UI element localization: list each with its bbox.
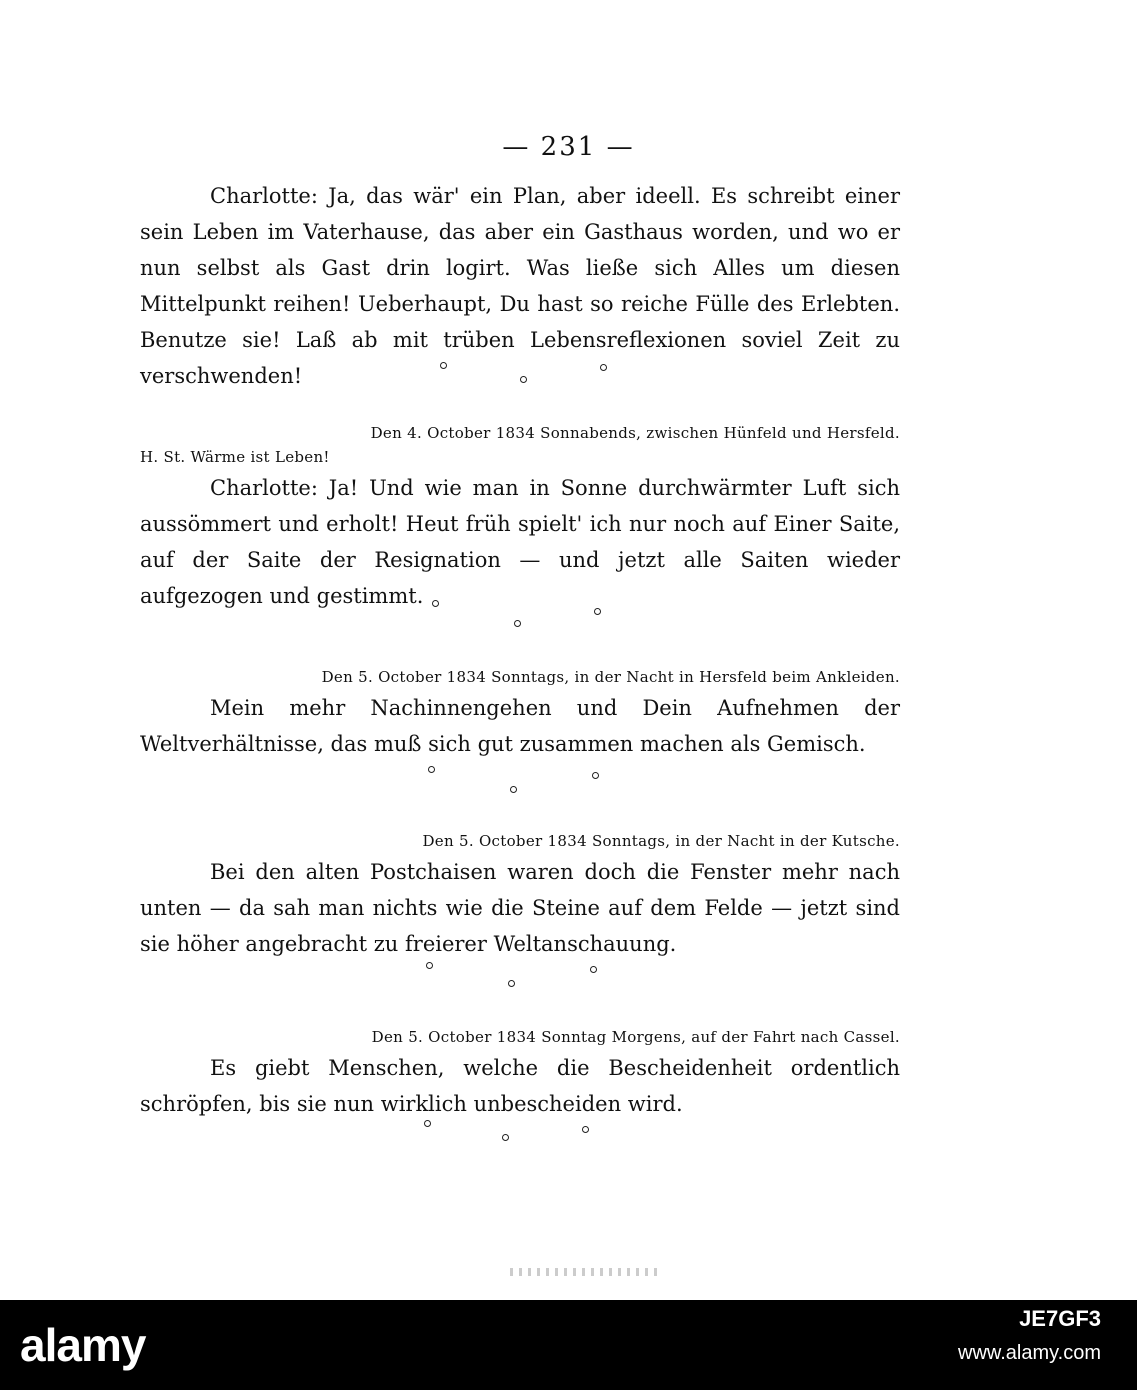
- entry-dateline: Den 5. October 1834 Sonntags, in der Nacht in Hersfeld beim Ankleiden.: [321, 668, 900, 686]
- separator-dots: [424, 1120, 594, 1160]
- separator-dot: [508, 980, 515, 987]
- image-id: JE7GF3: [1019, 1306, 1101, 1331]
- separator-dots: [428, 766, 598, 806]
- separator-dot: [520, 376, 527, 383]
- separator-dot: [594, 608, 601, 615]
- entry-paragraph: Charlotte: Ja! Und wie man in Sonne durchwärmter Luft sich aussömmert und erholt! Heut früh spielt' ich nur noch auf Einer Saite, auf der Saite der Resignation — und jetzt alle Saiten wieder aufgezogen und gestimmt.: [140, 476, 900, 608]
- separator-dots: [440, 362, 610, 402]
- separator-dot: [590, 966, 597, 973]
- separator-dots: [432, 600, 602, 640]
- alamy-logo: alamy: [20, 1319, 146, 1371]
- separator-dot: [582, 1126, 589, 1133]
- entry-dateline: Den 5. October 1834 Sonntags, in der Nacht in der Kutsche.: [422, 832, 900, 850]
- separator-dot: [600, 364, 607, 371]
- separator-dot: [428, 766, 435, 773]
- entry-subline: H. St. Wärme ist Leben!: [140, 448, 330, 466]
- separator-dot: [502, 1134, 509, 1141]
- entry-paragraph: Es giebt Menschen, welche die Bescheidenheit ordentlich schröpfen, bis sie nun wirklich unbescheiden wird.: [140, 1056, 900, 1116]
- separator-dot: [424, 1120, 431, 1127]
- separator-dot: [514, 620, 521, 627]
- separator-dot: [426, 962, 433, 969]
- entry-dateline: Den 5. October 1834 Sonntag Morgens, auf der Fahrt nach Cassel.: [371, 1028, 900, 1046]
- entry-paragraph: Mein mehr Nachinnengehen und Dein Aufnehmen der Weltverhältnisse, das muß sich gut zusammen machen als Gemisch.: [140, 696, 900, 756]
- entry-text-3: [140, 690, 900, 762]
- separator-dot: [432, 600, 439, 607]
- separator-dot: [592, 772, 599, 779]
- entry-dateline: Den 4. October 1834 Sonnabends, zwischen Hünfeld und Hersfeld.: [370, 424, 900, 442]
- page-number: — 231 —: [502, 132, 635, 162]
- entry-text-5: [140, 1050, 900, 1122]
- entry-text-2: [140, 470, 900, 614]
- entry-paragraph: Bei den alten Postchaisen waren doch die Fenster mehr nach unten — da sah man nichts wie die Steine auf dem Felde — jetzt sind sie höher angebracht zu freierer Weltanschauung.: [140, 860, 900, 956]
- separator-dots: [426, 962, 596, 1002]
- separator-dot: [440, 362, 447, 369]
- entry-paragraph: Charlotte: Ja, das wär' ein Plan, aber ideell. Es schreibt einer sein Leben im Vaterhause, das aber ein Gasthaus worden, und wo er nun selbst als Gast drin logirt. Was ließe sich Alles um diesen Mittelpunkt reihen! Ueberhaupt, Du hast so reiche Fülle des Erlebten. Benutze sie! Laß ab mit trüben Lebensreflexionen soviel Zeit zu verschwenden!: [140, 184, 900, 388]
- separator-dot: [510, 786, 517, 793]
- page-smudge: [510, 1268, 660, 1276]
- site-url: www.alamy.com: [958, 1342, 1101, 1364]
- entry-text-4: [140, 854, 900, 962]
